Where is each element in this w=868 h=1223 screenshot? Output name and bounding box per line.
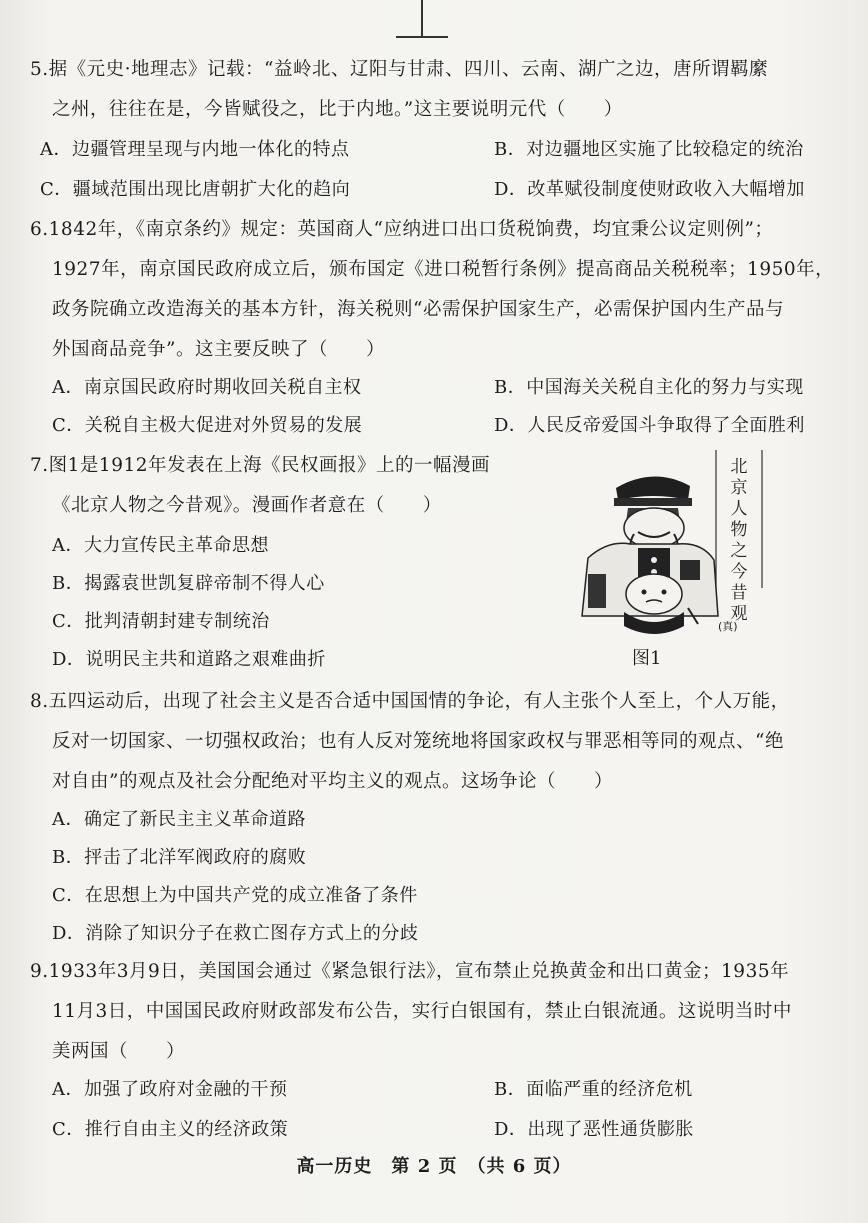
cartoon-title-char-4: 物 — [730, 520, 748, 540]
q5-option-c[interactable]: C．疆域范围出现比唐朝扩大化的趋向 — [40, 179, 351, 200]
q6-stem-line-3: 政务院确立改造海关的基本方针，海关税则“必需保护国家生产，必需保护国内生产品与 — [52, 299, 784, 320]
q8-stem-line-2: 反对一切国家、一切强权政治；也有人反对笼统地将国家政权与罪恶相等同的观点、“绝 — [52, 731, 784, 752]
q7-stem-line-1: 7.图1是1912年发表在上海《民权画报》上的一幅漫画 — [30, 455, 491, 476]
q8-stem-line-1: 8.五四运动后，出现了社会主义是否合适中国国情的争论，有人主张个人至上，个人万能， — [30, 691, 790, 712]
q8-option-b[interactable]: B．抨击了北洋军阀政府的腐败 — [52, 847, 307, 868]
q6-option-a[interactable]: A．南京国民政府时期收回关税自主权 — [52, 377, 362, 398]
q9-option-d[interactable]: D．出现了恶性通货膨胀 — [494, 1119, 694, 1140]
q9-option-c[interactable]: C．推行自由主义的经济政策 — [52, 1119, 289, 1140]
q5-stem-line-1: 5.据《元史·地理志》记载：“益岭北、辽阳与甘肃、四川、云南、湖广之边，唐所谓羁縻 — [30, 59, 768, 80]
figure-1-label: 图1 — [632, 648, 662, 669]
q6-option-b[interactable]: B．中国海关关税自主化的努力与实现 — [494, 377, 804, 398]
cartoon-title-char-2: 京 — [730, 478, 748, 498]
cartoon-title-char-5: 之 — [730, 541, 748, 561]
cartoon-title-char-7: 昔 — [730, 583, 748, 603]
q6-stem-line-1: 6.1842年，《南京条约》规定：英国商人“应纳进口出口货税饷费，均宜秉公议定则例”； — [30, 219, 774, 240]
q9-option-b[interactable]: B．面临严重的经济危机 — [494, 1079, 693, 1100]
q8-option-a[interactable]: A．确定了新民主主义革命道路 — [52, 809, 306, 830]
cartoon-title-char-6: 今 — [730, 562, 748, 582]
q8-option-d[interactable]: D．消除了知识分子在救亡图存方式上的分歧 — [52, 923, 419, 944]
q9-stem-line-2: 11月3日，中国国民政府财政部发布公告，实行白银国有，禁止白银流通。这说明当时中 — [52, 1001, 792, 1022]
q9-stem-line-3: 美两国（ ） — [52, 1041, 186, 1062]
q5-option-b[interactable]: B．对边疆地区实施了比较稳定的统治 — [494, 139, 804, 160]
q7-option-a[interactable]: A．大力宣传民主革命思想 — [52, 535, 269, 556]
cartoon-title-char-1: 北 — [730, 457, 748, 477]
cartoon-figure — [568, 448, 764, 646]
q8-stem-line-3: 对自由”的观点及社会分配绝对平均主义的观点。这场争论（ ） — [52, 771, 613, 792]
binding-mark — [396, 0, 448, 38]
q6-option-d[interactable]: D．人民反帝爱国斗争取得了全面胜利 — [494, 415, 805, 436]
cartoon-title-char-3: 人 — [730, 499, 748, 519]
q9-option-a[interactable]: A．加强了政府对金融的干预 — [52, 1079, 288, 1100]
cartoon-signature: (真) — [718, 620, 738, 633]
q6-stem-line-4: 外国商品竞争”。这主要反映了（ ） — [52, 339, 385, 360]
q7-option-b[interactable]: B．揭露袁世凯复辟帝制不得人心 — [52, 573, 325, 594]
q7-option-d[interactable]: D．说明民主共和道路之艰难曲折 — [52, 649, 326, 670]
q8-option-c[interactable]: C．在思想上为中国共产党的成立准备了条件 — [52, 885, 418, 906]
q6-stem-line-2: 1927年，南京国民政府成立后，颁布国定《进口税暂行条例》提高商品关税税率；1950年， — [52, 259, 835, 280]
q6-option-c[interactable]: C．关税自主极大促进对外贸易的发展 — [52, 415, 363, 436]
q7-stem-line-2: 《北京人物之今昔观》。漫画作者意在（ ） — [52, 495, 442, 516]
q5-stem-line-2: 之州，往往在是，今皆赋役之，比于内地。”这主要说明元代（ ） — [52, 99, 623, 120]
q7-option-c[interactable]: C．批判清朝封建专制统治 — [52, 611, 270, 632]
q5-option-d[interactable]: D．改革赋役制度使财政收入大幅增加 — [494, 179, 805, 200]
q9-stem-line-1: 9.1933年3月9日，美国国会通过《紧急银行法》，宣布禁止兑换黄金和出口黄金；1935年 — [30, 961, 790, 982]
q5-option-a[interactable]: A．边疆管理呈现与内地一体化的特点 — [40, 139, 350, 160]
page-footer: 高一历史 第 2 页 （共 6 页） — [296, 1156, 572, 1177]
cartoon-title-char-8: 观 — [730, 604, 748, 624]
